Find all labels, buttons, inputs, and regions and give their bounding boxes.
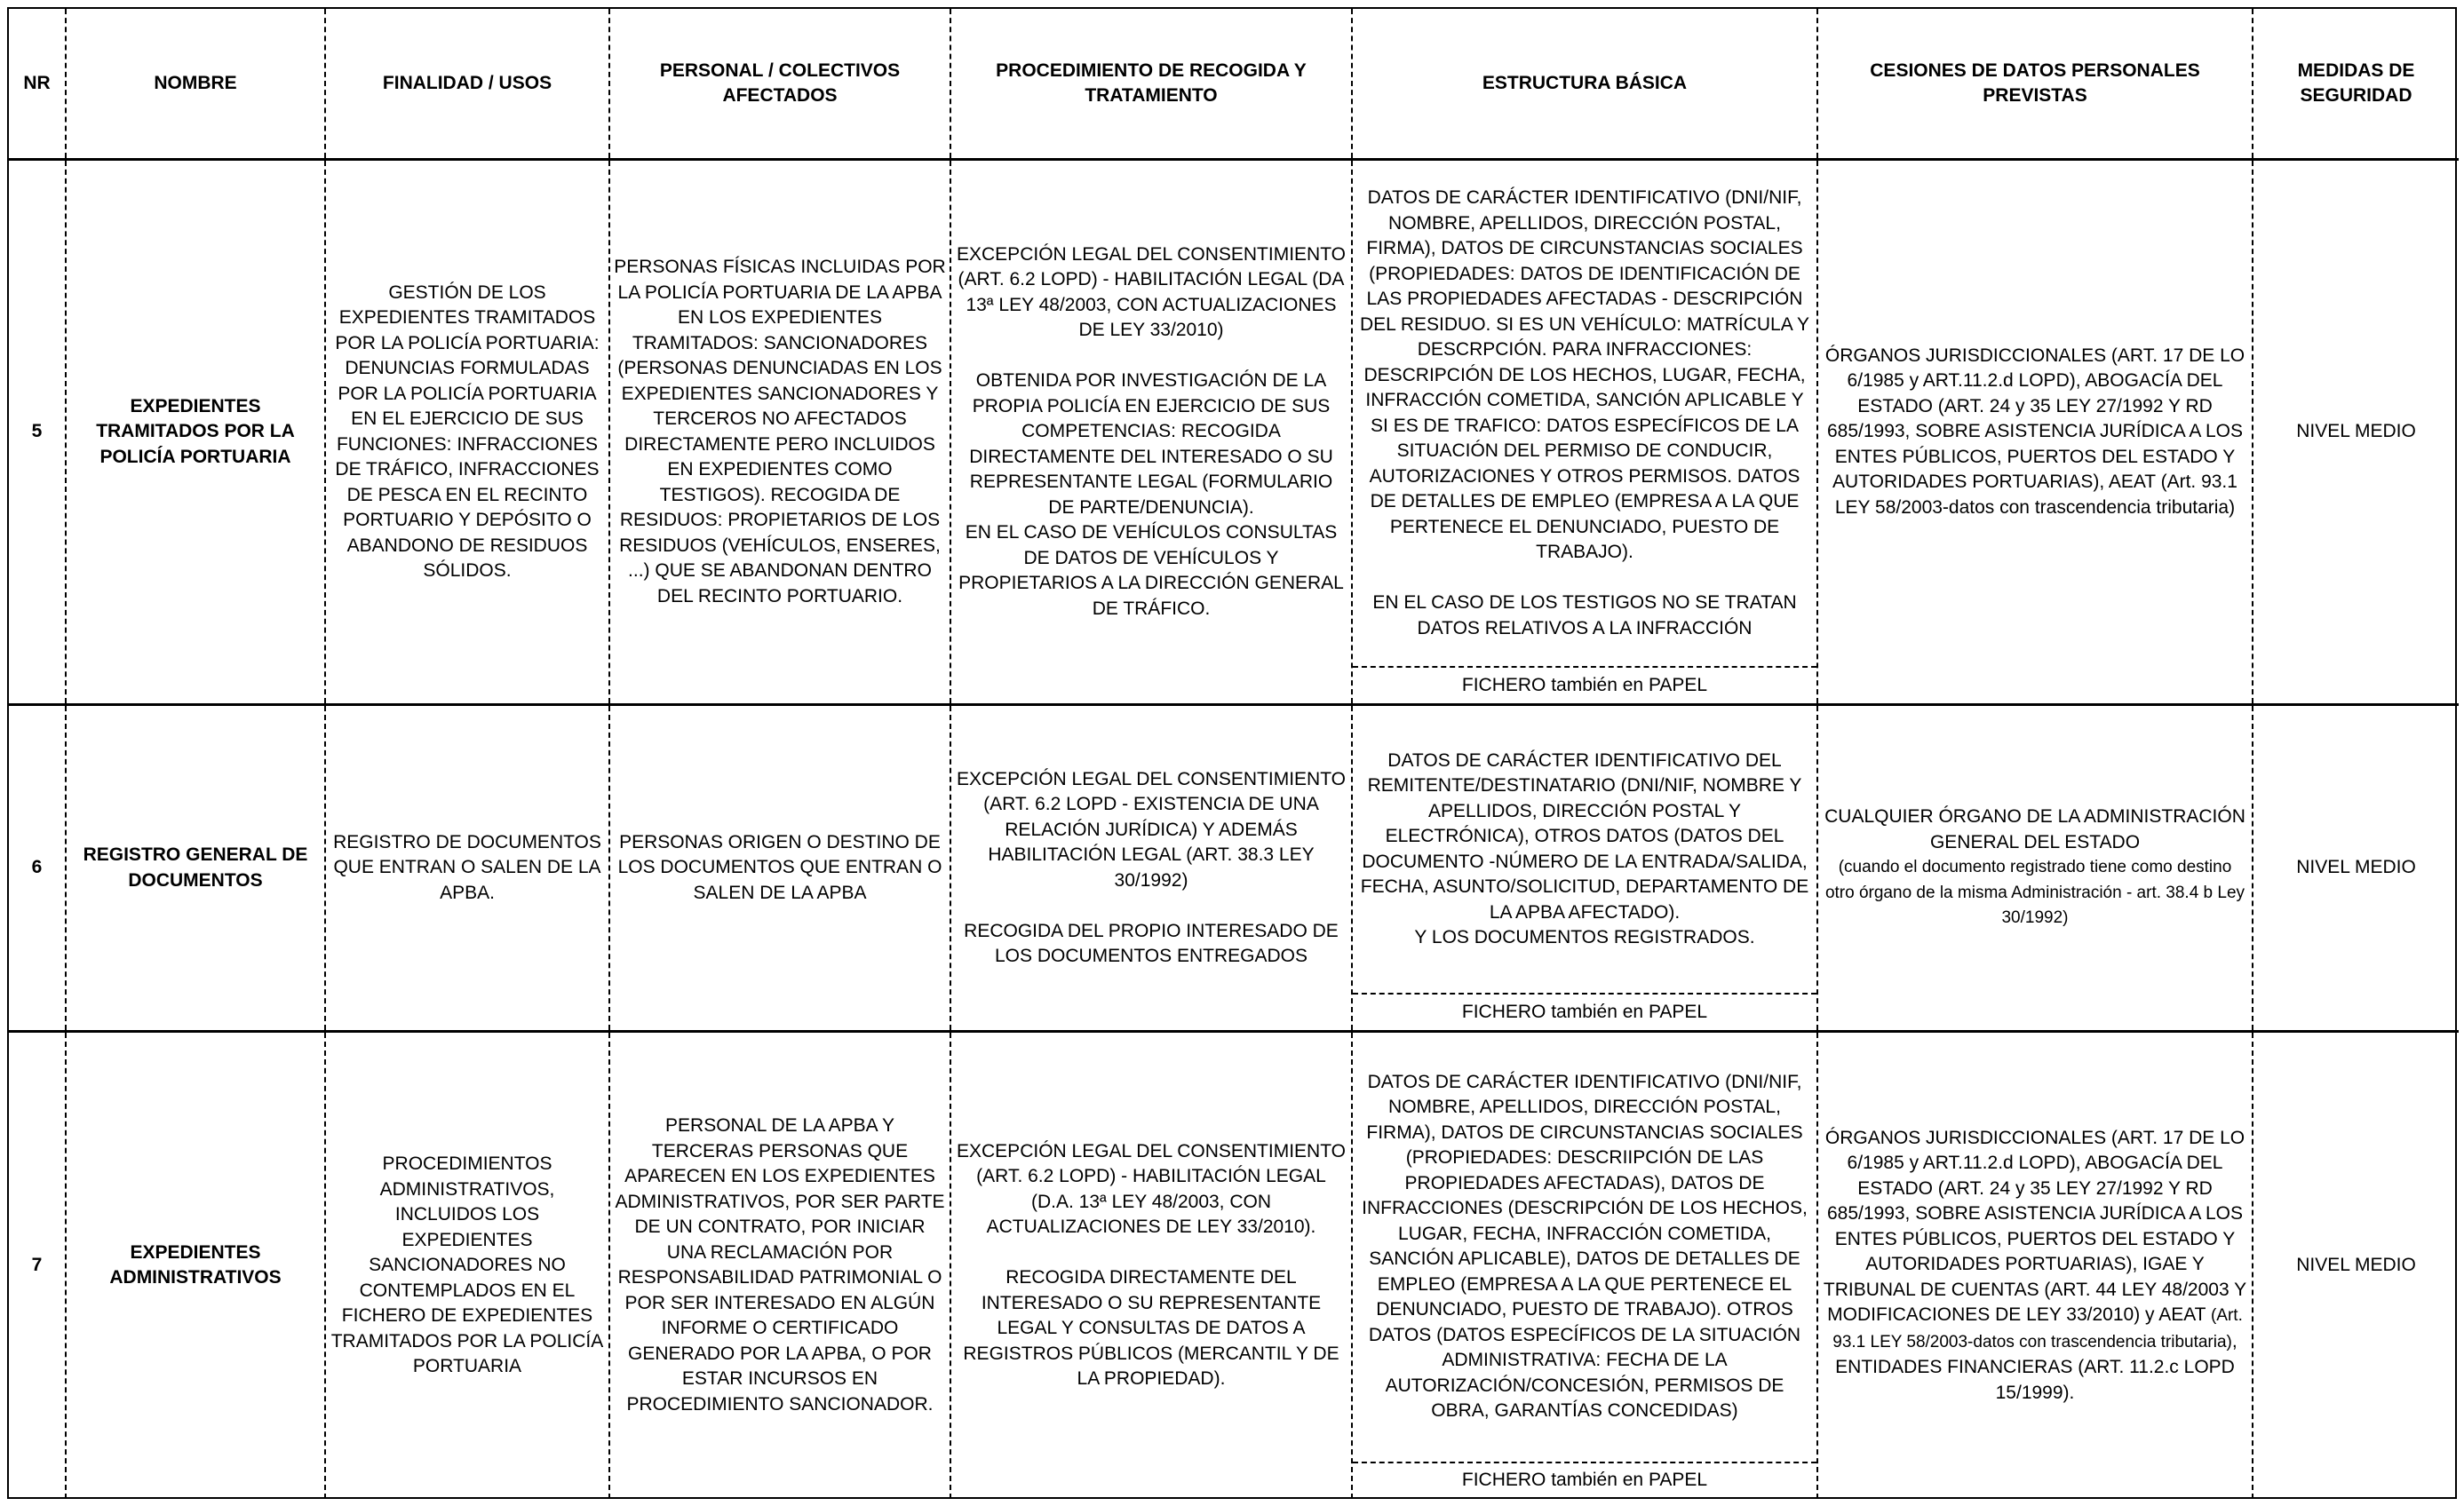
cell-nr: 6	[9, 705, 66, 1032]
fichero-note: FICHERO también en PAPEL	[1353, 993, 1816, 1030]
cell-medidas: NIVEL MEDIO	[2253, 160, 2459, 705]
cell-medidas: NIVEL MEDIO	[2253, 705, 2459, 1032]
cell-cesiones	[1817, 1032, 2253, 1499]
cell-personal: PERSONAS ORIGEN O DESTINO DE LOS DOCUMENTOS QUE ENTRAN O SALEN DE LA APBA	[609, 705, 950, 1032]
cell-personal: PERSONAS FÍSICAS INCLUIDAS POR LA POLICÍA PORTUARIA DE LA APBA EN LOS EXPEDIENTES TRAMITADOS: SANCIONADORES (PERSONAS DENUNCIADAS EN LOS EXPEDIENTES SANCIONADORES Y TERCEROS NO AFECTADOS DIRECTAMENTE PERO INCLUIDOS EN EXPEDIENTES COMO TESTIGOS). RECOGIDA DE RESIDUOS: PROPIETARIOS DE LOS RESIDUOS (VEHÍCULOS, ENSERES, ...) QUE SE ABANDONAN DENTRO DEL RECINTO PORTUARIO.	[609, 160, 950, 705]
header-estructura: ESTRUCTURA BÁSICA	[1352, 9, 1817, 160]
estructura-text: DATOS DE CARÁCTER IDENTIFICATIVO (DNI/NIF, NOMBRE, APELLIDOS, DIRECCIÓN POSTAL, FIRMA), DATOS DE CIRCUNSTANCIAS SOCIALES (PROPIEDADES: DATOS DE IDENTIFICACIÓN DE LAS PROPIEDADES AFECTADAS - DESCRIPCIÓN DEL RESIDUO. SI ES UN VEHÍCULO: MATRÍCULA Y DESCRPCIÓN. PARA INFRACCIONES: DESCRIPCIÓN DE LOS HECHOS, LUGAR, FECHA, INFRACCIÓN COMETIDA, SANCIÓN APLICABLE Y SI ES DE TRAFICO: DATOS ESPECÍFICOS DE LA SITUACIÓN DEL PERMISO DE CONDUCIR, AUTORIZACIONES Y OTROS PERMISOS. DATOS DE DETALLES DE EMPLEO (EMPRESA A LA QUE PERTENECE EL DENUNCIADO, PUESTO DE TRABAJO). EN EL CASO DE LOS TESTIGOS NO SE TRATAN DATOS RELATIVOS A LA INFRACCIÓN	[1359, 187, 1810, 638]
table-header	[9, 9, 2459, 160]
cell-estructura	[1352, 1032, 1817, 1499]
cesiones-note: (cuando el documento registrado tiene como destino otro órgano de la misma Administración - art. 38.4 b Ley 30/1992)	[1824, 858, 2245, 928]
cell-nr: 7	[31, 1255, 43, 1275]
header-row	[9, 9, 2459, 160]
data-processing-register	[7, 7, 2457, 1499]
estructura-text: DATOS DE CARÁCTER IDENTIFICATIVO DEL REMITENTE/DESTINATARIO (DNI/NIF, NOMBRE Y APELLIDOS, DIRECCIÓN POSTAL Y ELECTRÓNICA), OTROS DATOS (DATOS DEL DOCUMENTO -NÚMERO DE LA ENTRADA/SALIDA, FECHA, ASUNTO/SOLICITUD, DEPARTAMENTO DE LA APBA AFECTADO). Y LOS DOCUMENTOS REGISTRADOS.	[1360, 749, 1809, 947]
header-medidas: MEDIDAS DE SEGURIDAD	[2253, 9, 2459, 160]
table-row	[9, 1032, 2459, 1499]
estructura-text: DATOS DE CARÁCTER IDENTIFICATIVO (DNI/NIF, NOMBRE, APELLIDOS, DIRECCIÓN POSTAL, FIRMA), DATOS DE CIRCUNSTANCIAS SOCIALES (PROPIEDADES: DESCRIIPCIÓN DE LAS PROPIEDADES AFECTADAS), DATOS DE INFRACCIONES (DESCRIPCIÓN DE LOS HECHOS, LUGAR, FECHA, INFRACCIÓN COMETIDA, SANCIÓN APLICABLE), DATOS DE DETALLES DE EMPLEO (EMPRESA A LA QUE PERTENECE EL DENUNCIADO, PUESTO DE TRABAJO). OTROS DATOS (DATOS ESPECÍFICOS DE LA SITUACIÓN ADMINISTRATIVA: FECHA DE LA AUTORIZACIÓN/CONCESIÓN, PERMISOS DE OBRA, GARANTÍAS CONCEDIDAS)	[1362, 1071, 1808, 1422]
cell-nombre: EXPEDIENTES TRAMITADOS POR LA POLICÍA PORTUARIA	[66, 160, 325, 705]
cell-estructura	[1352, 160, 1817, 705]
fichero-note: FICHERO también en PAPEL	[1353, 1462, 1816, 1499]
register-table	[9, 9, 2459, 1499]
cesiones-main: ÓRGANOS JURISDICCIONALES (ART. 17 DE LO 6/1985 y ART.11.2.d LOPD), ABOGACÍA DEL ESTADO (ART. 24 y 35 LEY 27/1992 Y RD 685/1993, SOBRE ASISTENCIA JURÍDICA A LOS ENTES PÚBLICOS, PUERTOS DEL ESTADO Y AUTORIDADES PORTUARIAS), IGAE Y TRIBUNAL DE CUENTAS (ART. 44 LEY 48/2003 Y MODIFICACIONES DE LEY 33/2010) y AEAT	[1823, 1127, 2247, 1325]
cesiones-main: CUALQUIER ÓRGANO DE LA ADMINISTRACIÓN GENERAL DEL ESTADO	[1824, 806, 2245, 852]
cell-finalidad: REGISTRO DE DOCUMENTOS QUE ENTRAN O SALEN DE LA APBA.	[325, 705, 609, 1032]
cell-procedimiento: EXCEPCIÓN LEGAL DEL CONSENTIMIENTO (ART. 6.2 LOPD) - HABILITACIÓN LEGAL (DA 13ª LEY 48/2003, CON ACTUALIZACIONES DE LEY 33/2010) OBTENIDA POR INVESTIGACIÓN DE LA PROPIA POLICÍA EN EJERCICIO DE SUS COMPETENCIAS: RECOGIDA DIRECTAMENTE DEL INTERESADO O SU REPRESENTANTE LEGAL (FORMULARIO DE PARTE/DENUNCIA). EN EL CASO DE VEHÍCULOS CONSULTAS DE DATOS DE VEHÍCULOS Y PROPIETARIOS A LA DIRECCIÓN GENERAL DE TRÁFICO.	[950, 160, 1352, 705]
header-cesiones: CESIONES DE DATOS PERSONALES PREVISTAS	[1817, 9, 2253, 160]
cesiones-note: (Art. 93.1 LEY 58/2003-datos con trascendencia tributaria)	[1832, 1306, 2243, 1351]
cell-personal: PERSONAL DE LA APBA Y TERCERAS PERSONAS QUE APARECEN EN LOS EXPEDIENTES ADMINISTRATIVOS, POR SER PARTE DE UN CONTRATO, POR INICIAR UNA RECLAMACIÓN POR RESPONSABILIDAD PATRIMONIAL O POR SER INTERESADO EN ALGÚN INFORME O CERTIFICADO GENERADO POR LA APBA, O POR ESTAR INCURSOS EN PROCEDIMIENTO SANCIONADOR.	[609, 1032, 950, 1499]
table-row	[9, 160, 2459, 705]
cell-procedimiento: EXCEPCIÓN LEGAL DEL CONSENTIMIENTO (ART. 6.2 LOPD - EXISTENCIA DE UNA RELACIÓN JURÍDICA) Y ADEMÁS HABILITACIÓN LEGAL (ART. 38.3 LEY 30/1992) RECOGIDA DEL PROPIO INTERESADO DE LOS DOCUMENTOS ENTREGADOS	[950, 705, 1352, 1032]
header-nombre: NOMBRE	[66, 9, 325, 160]
header-nr: NR	[9, 9, 66, 160]
cell-procedimiento: EXCEPCIÓN LEGAL DEL CONSENTIMIENTO (ART. 6.2 LOPD) - HABILITACIÓN LEGAL (D.A. 13ª LEY 48/2003, CON ACTUALIZACIONES DE LEY 33/2010). RECOGIDA DIRECTAMENTE DEL INTERESADO O SU REPRESENTANTE LEGAL Y CONSULTAS DE DATOS A REGISTROS PÚBLICOS (MERCANTIL Y DE LA PROPIEDAD).	[950, 1032, 1352, 1499]
cell-estructura	[1352, 705, 1817, 1032]
header-finalidad: FINALIDAD / USOS	[325, 9, 609, 160]
cell-nombre: EXPEDIENTES ADMINISTRATIVOS	[66, 1032, 325, 1499]
cell-nr: 5	[9, 160, 66, 705]
cell-nombre: REGISTRO GENERAL DE DOCUMENTOS	[66, 705, 325, 1032]
table-body	[9, 160, 2459, 1499]
header-personal: PERSONAL / COLECTIVOS AFECTADOS	[609, 9, 950, 160]
fichero-note: FICHERO también en PAPEL	[1353, 666, 1816, 703]
header-procedimiento: PROCEDIMIENTO DE RECOGIDA Y TRATAMIENTO	[950, 9, 1352, 160]
cell-medidas: NIVEL MEDIO	[2253, 1032, 2459, 1499]
table-row	[9, 705, 2459, 1032]
cell-cesiones: ÓRGANOS JURISDICCIONALES (ART. 17 DE LO 6/1985 y ART.11.2.d LOPD), ABOGACÍA DEL ESTADO (ART. 24 y 35 LEY 27/1992 Y RD 685/1993, SOBRE ASISTENCIA JURÍDICA A LOS ENTES PÚBLICOS, PUERTOS DEL ESTADO Y AUTORIDADES PORTUARIAS), AEAT (Art. 93.1 LEY 58/2003-datos con trascendencia tributaria)	[1817, 160, 2253, 705]
cell-finalidad: GESTIÓN DE LOS EXPEDIENTES TRAMITADOS POR LA POLICÍA PORTUARIA: DENUNCIAS FORMULADAS POR LA POLICÍA PORTUARIA EN EL EJERCICIO DE SUS FUNCIONES: INFRACCIONES DE TRÁFICO, INFRACCIONES DE PESCA EN EL RECINTO PORTUARIO Y DEPÓSITO O ABANDONO DE RESIDUOS SÓLIDOS.	[325, 160, 609, 705]
cell-finalidad: PROCEDIMIENTOS ADMINISTRATIVOS, INCLUIDOS LOS EXPEDIENTES SANCIONADORES NO CONTEMPLADOS EN EL FICHERO DE EXPEDIENTES TRAMITADOS POR LA POLICÍA PORTUARIA	[325, 1032, 609, 1499]
cesiones-tail: , ENTIDADES FINANCIERAS (ART. 11.2.c LOPD 15/1999).	[1835, 1330, 2237, 1403]
cell-cesiones	[1817, 705, 2253, 1032]
